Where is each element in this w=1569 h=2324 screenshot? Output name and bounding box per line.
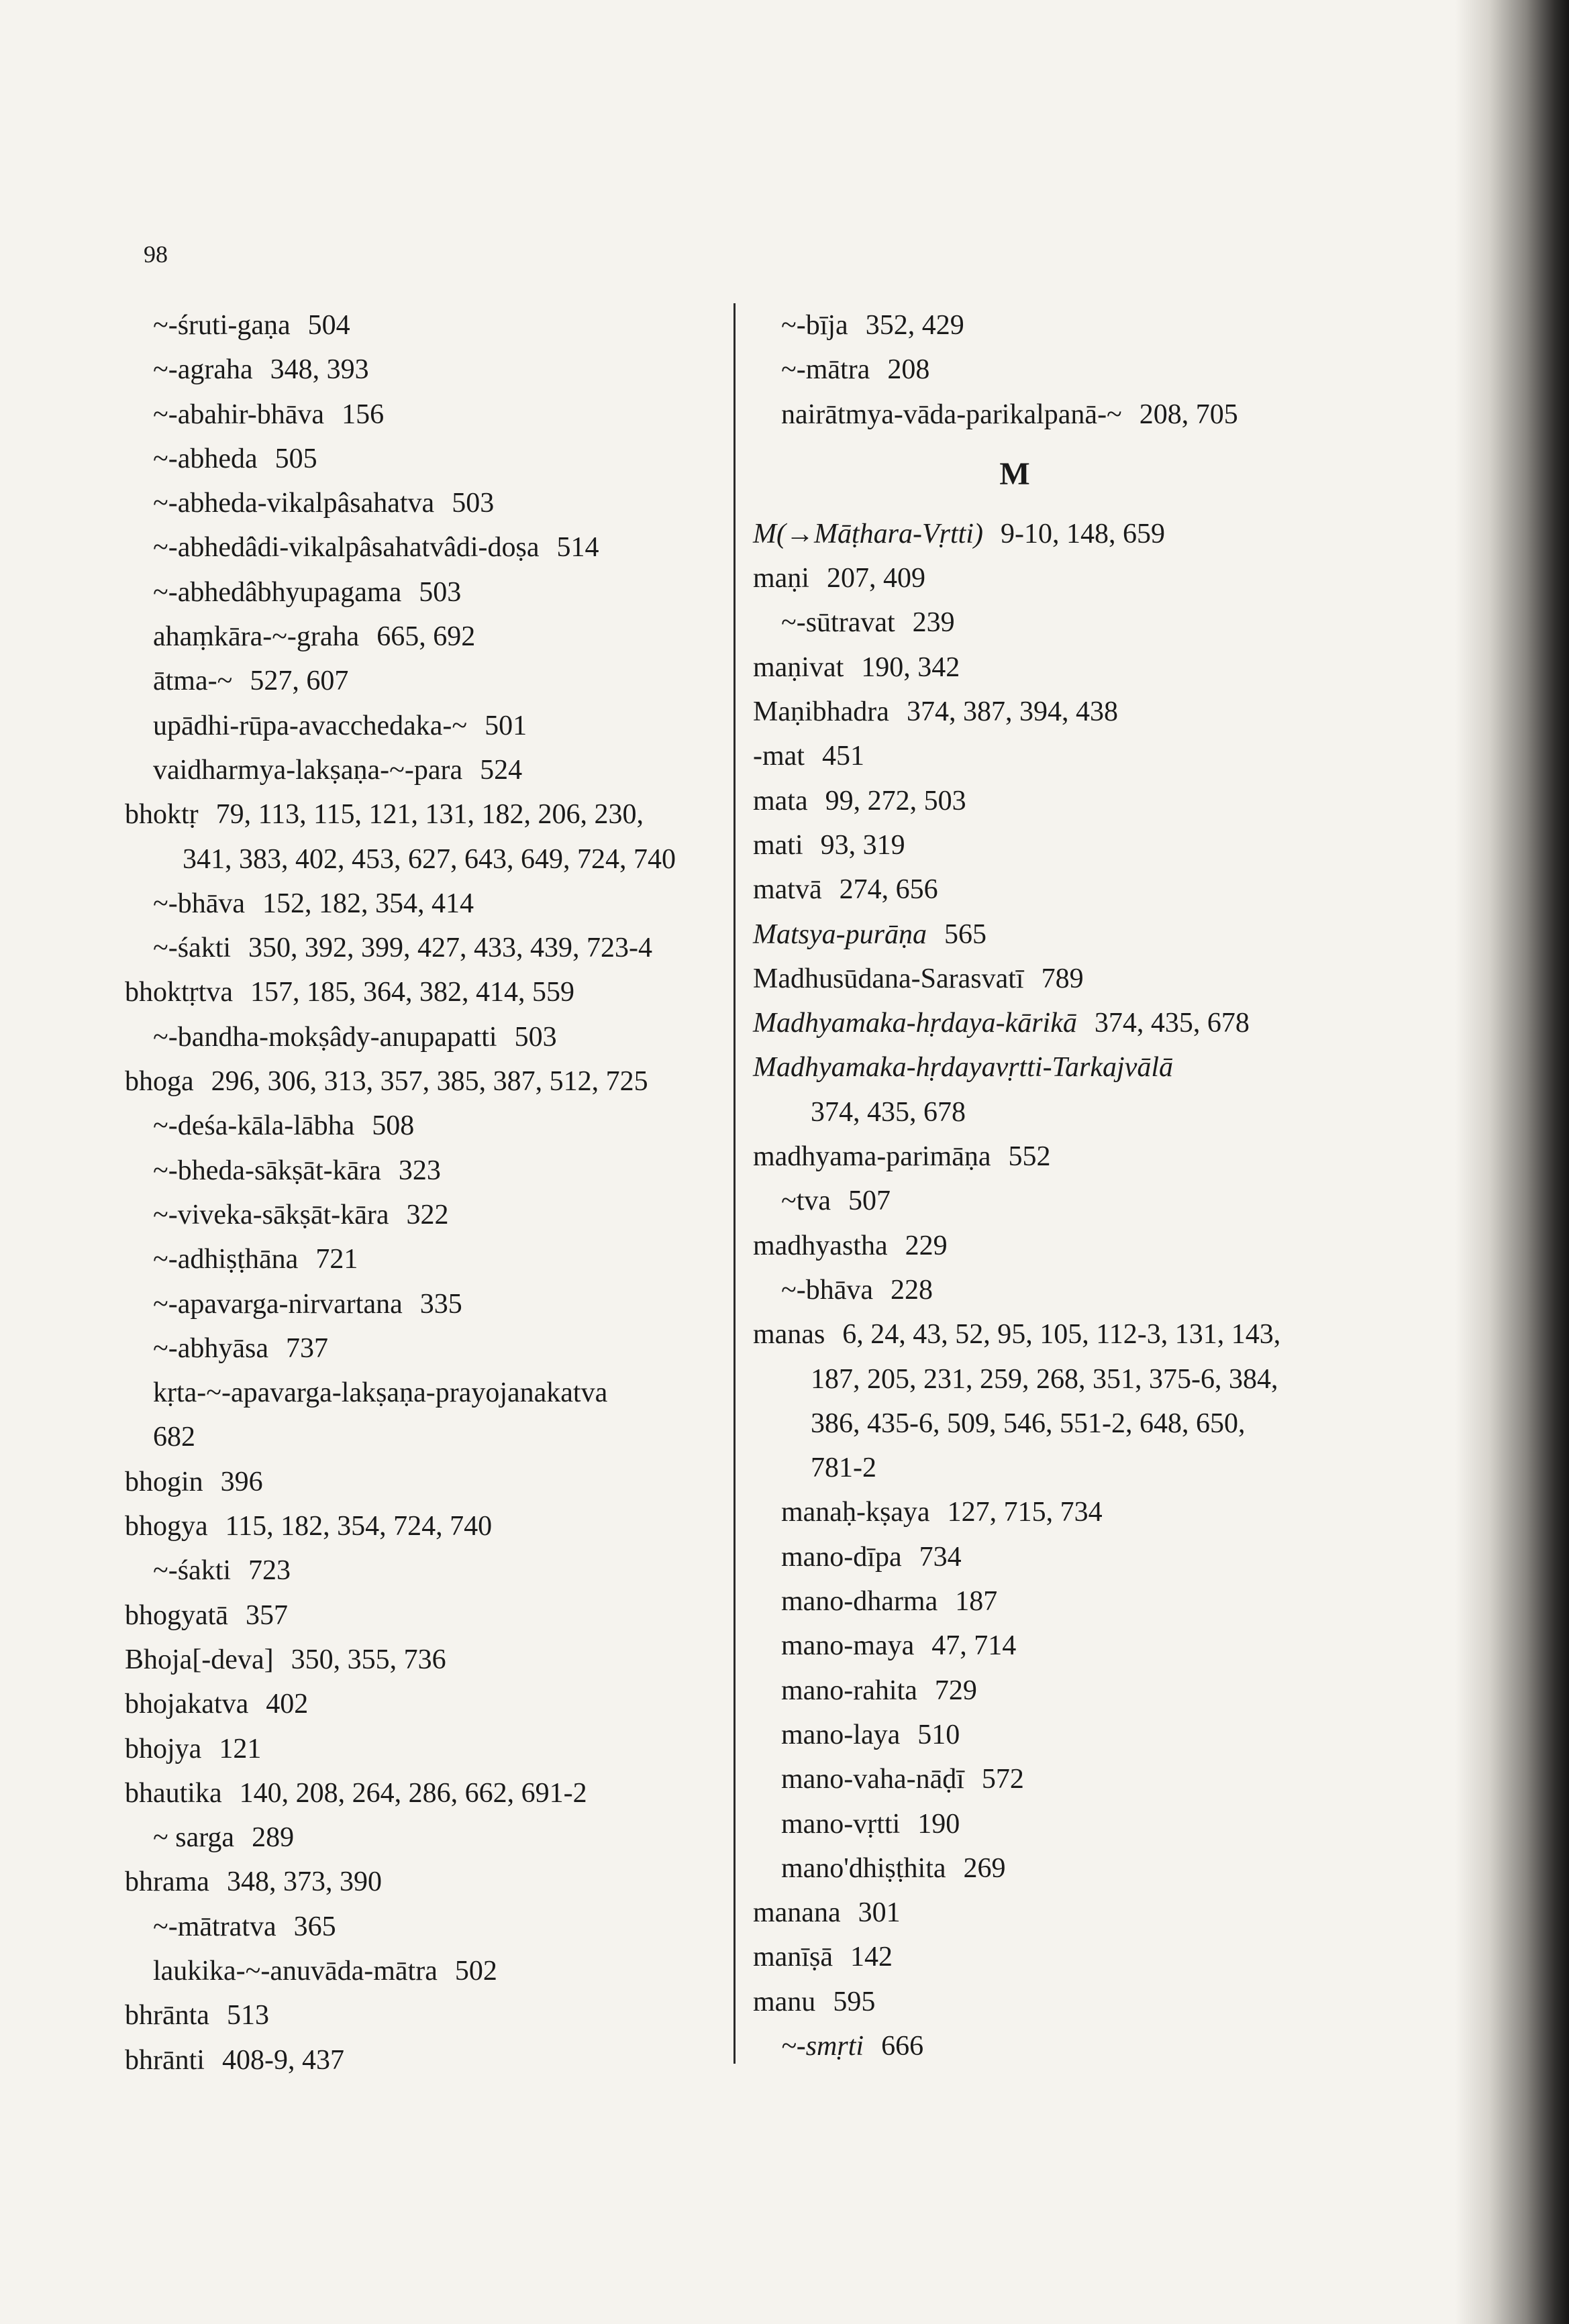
- index-entry: [753, 645, 1357, 690]
- index-page-refs: 737: [285, 1332, 328, 1364]
- index-entry: [753, 303, 1357, 348]
- index-term: laukika-~-anuvāda-mātra: [153, 1955, 438, 1987]
- index-page-refs: 157, 185, 364, 382, 414, 559: [250, 977, 574, 1008]
- index-term: nairātmya-vāda-parikalpanā-~: [781, 399, 1122, 430]
- index-entry: [125, 1593, 715, 1638]
- index-term: bhoga: [125, 1066, 194, 1098]
- index-entry: [753, 1090, 1357, 1134]
- index-page-refs: 228: [891, 1274, 933, 1306]
- index-page-refs: 207, 409: [826, 563, 925, 594]
- column-divider: [733, 303, 736, 2064]
- index-entry: [125, 926, 715, 970]
- index-page-refs: 595: [833, 1986, 876, 2017]
- index-page-refs: 323: [398, 1155, 441, 1186]
- index-page-refs: 504: [307, 310, 350, 341]
- index-page-refs: 296, 306, 313, 357, 385, 387, 512, 725: [211, 1066, 648, 1098]
- index-term: kṛta-~-apavarga-lakṣaṇa-prayojanakatva: [153, 1377, 608, 1409]
- index-entry: [125, 1504, 715, 1548]
- index-entry: [753, 1224, 1357, 1268]
- index-page-refs: 239: [912, 607, 955, 639]
- index-page-refs: 79, 113, 115, 121, 131, 182, 206, 230,: [215, 799, 644, 831]
- index-page-refs: 190, 342: [861, 651, 960, 683]
- index-term: maṇi: [753, 563, 809, 594]
- index-entry: [125, 1415, 715, 1459]
- index-entry: [125, 1059, 715, 1104]
- index-term: ~-adhiṣṭhāna: [153, 1244, 299, 1275]
- index-term: mata: [753, 785, 808, 816]
- index-entry: [125, 1727, 715, 1771]
- index-entry: [125, 1860, 715, 1904]
- index-page-refs: 503: [514, 1021, 557, 1053]
- index-term: bhogin: [125, 1466, 203, 1497]
- index-entry: [753, 1402, 1357, 1446]
- index-page-refs: 142: [850, 1942, 893, 1973]
- index-column-left: [125, 303, 715, 2082]
- index-entry: [125, 1682, 715, 1726]
- index-term: bhogya: [125, 1511, 208, 1542]
- index-entry: [125, 303, 715, 348]
- index-entry: [753, 734, 1357, 778]
- index-page-refs: 565: [944, 918, 986, 950]
- index-page-refs: 781-2: [811, 1452, 876, 1484]
- index-term: mano-vaha-nāḍī: [781, 1764, 964, 1795]
- index-page-refs: 721: [315, 1244, 358, 1275]
- index-entry: [125, 1993, 715, 2038]
- index-term: ~ sarga: [153, 1822, 235, 1854]
- index-page-refs: 682: [153, 1422, 195, 1453]
- index-term: madhyama-parimāṇa: [753, 1141, 991, 1173]
- index-entry: [125, 348, 715, 392]
- index-page-refs: 187, 205, 231, 259, 268, 351, 375-6, 384,: [811, 1363, 1278, 1395]
- index-entry: [753, 1624, 1357, 1668]
- index-entry: [753, 1980, 1357, 2024]
- index-entry: [125, 1149, 715, 1193]
- index-entry: [125, 570, 715, 615]
- index-entry: [753, 1179, 1357, 1223]
- index-page-refs: 352, 429: [865, 310, 964, 341]
- index-term: mano'dhiṣṭhita: [781, 1852, 946, 1884]
- index-entry: [125, 1771, 715, 1815]
- index-page-refs: 208: [887, 354, 930, 386]
- index-term: bhojya: [125, 1733, 202, 1764]
- index-term: Bhoja[-deva]: [125, 1644, 274, 1675]
- index-page-refs: 341, 383, 402, 453, 627, 643, 649, 724, 740: [183, 843, 676, 875]
- index-page-refs: 301: [858, 1897, 901, 1929]
- index-term: ~-bhāva: [153, 888, 245, 919]
- index-page-refs: 723: [248, 1555, 291, 1587]
- index-page-refs: 396: [220, 1466, 263, 1497]
- index-entry: [753, 1713, 1357, 1757]
- index-term: bhogyatā: [125, 1599, 228, 1631]
- index-entry: [125, 1104, 715, 1148]
- index-page-refs: 507: [848, 1185, 891, 1217]
- index-page-refs: 348, 393: [270, 354, 369, 386]
- index-page-refs: 115, 182, 354, 724, 740: [225, 1511, 493, 1542]
- index-term: -mat: [753, 741, 805, 772]
- index-term: Maṇibhadra: [753, 696, 889, 728]
- index-entry: [753, 392, 1357, 437]
- index-page-refs: 552: [1008, 1141, 1051, 1173]
- index-entry: [753, 1312, 1357, 1357]
- index-page-refs: 451: [821, 741, 864, 772]
- index-term: bhrama: [125, 1866, 209, 1898]
- index-page-refs: 666: [881, 2030, 924, 2062]
- index-term: ahaṃkāra-~-graha: [153, 621, 360, 653]
- index-term: ~-bandha-mokṣâdy-anupapatti: [153, 1021, 497, 1053]
- index-term: ~-abahir-bhāva: [153, 399, 325, 430]
- index-term: ~-smṛti: [781, 2030, 864, 2062]
- index-term: mano-vṛtti: [781, 1808, 901, 1840]
- index-term: bhautika: [125, 1777, 222, 1809]
- index-entry: [753, 1490, 1357, 1534]
- index-entry: [753, 1446, 1357, 1490]
- index-term: bhoktṛ: [125, 799, 199, 831]
- index-entry: [125, 1282, 715, 1326]
- index-entry: [125, 970, 715, 1014]
- index-term: ~-abheda-vikalpâsahatva: [153, 488, 435, 519]
- index-term: mano-dīpa: [781, 1541, 902, 1573]
- index-term: ~-agraha: [153, 354, 253, 386]
- index-entry: [753, 1134, 1357, 1179]
- index-entry: [753, 556, 1357, 600]
- index-entry: [125, 1548, 715, 1593]
- index-column-right: [753, 303, 1357, 2068]
- index-page-refs: 9-10, 148, 659: [1000, 518, 1165, 549]
- index-entry: [753, 348, 1357, 392]
- index-term: bhrānti: [125, 2044, 205, 2076]
- index-term: upādhi-rūpa-avacchedaka-~: [153, 710, 468, 741]
- index-entry: [125, 882, 715, 926]
- index-entry: [125, 1638, 715, 1682]
- index-page-refs: 513: [226, 2000, 269, 2031]
- index-page-refs: 156: [342, 399, 385, 430]
- index-entry: [125, 837, 715, 882]
- index-term: ~-abheda: [153, 443, 258, 474]
- index-term: ~-śakti: [153, 1555, 232, 1587]
- index-term: ~-deśa-kāla-lābha: [153, 1110, 355, 1142]
- index-term: bhrānta: [125, 2000, 209, 2031]
- index-page-refs: 386, 435-6, 509, 546, 551-2, 648, 650,: [811, 1408, 1246, 1439]
- index-page-refs: 665, 692: [376, 621, 476, 653]
- section-letter-heading: M: [999, 456, 1030, 492]
- index-page-refs: 503: [452, 488, 495, 519]
- index-entry: [125, 392, 715, 437]
- index-entry: [125, 704, 715, 748]
- index-term: manu: [753, 1986, 816, 2017]
- index-term: manas: [753, 1319, 825, 1351]
- index-term: ~-mātra: [781, 354, 870, 386]
- index-term: madhyastha: [753, 1230, 888, 1261]
- index-term: M(→Māṭhara-Vṛtti): [753, 518, 983, 549]
- index-page-refs: 121: [219, 1733, 262, 1764]
- index-entry: [753, 600, 1357, 645]
- index-page-refs: 140, 208, 264, 286, 662, 691-2: [239, 1777, 587, 1809]
- index-page-refs: 127, 715, 734: [947, 1497, 1103, 1528]
- index-entry: [125, 525, 715, 570]
- index-page-refs: 350, 355, 736: [291, 1644, 446, 1675]
- index-page-refs: 93, 319: [820, 829, 905, 861]
- index-entry: [125, 748, 715, 792]
- index-entry: [753, 912, 1357, 957]
- index-entry: [753, 957, 1357, 1001]
- index-term: ~-abhedâdi-vikalpâsahatvâdi-doṣa: [153, 532, 540, 564]
- page-number: 98: [144, 241, 168, 268]
- index-term: mano-laya: [781, 1719, 901, 1750]
- index-entry: [125, 1193, 715, 1237]
- index-term: bhoktṛtva: [125, 977, 233, 1008]
- index-term: maṇivat: [753, 651, 844, 683]
- index-entry: [753, 1045, 1357, 1090]
- index-term: ~-bheda-sākṣāt-kāra: [153, 1155, 381, 1186]
- index-term: manana: [753, 1897, 841, 1929]
- index-term: ~-bīja: [781, 310, 848, 341]
- index-page-refs: 524: [480, 754, 523, 786]
- index-entry: [125, 1371, 715, 1415]
- index-page-refs: 508: [372, 1110, 415, 1142]
- index-entry: [753, 1579, 1357, 1624]
- index-entry: [125, 481, 715, 525]
- index-page-refs: 527, 607: [250, 666, 349, 697]
- index-page-refs: 208, 705: [1139, 399, 1238, 430]
- index-page-refs: 47, 714: [931, 1630, 1017, 1662]
- index-page-refs: 6, 24, 43, 52, 95, 105, 112-3, 131, 143,: [842, 1319, 1281, 1351]
- index-entry: [125, 615, 715, 659]
- index-term: mano-maya: [781, 1630, 915, 1662]
- index-page-refs: 289: [252, 1822, 295, 1854]
- index-term: Madhyamaka-hṛdayavṛtti-Tarkajvālā: [753, 1052, 1174, 1084]
- index-entry: [753, 1268, 1357, 1312]
- index-entry: [125, 1460, 715, 1504]
- index-term: ātma-~: [153, 666, 233, 697]
- index-term: ~-apavarga-nirvartana: [153, 1288, 403, 1320]
- index-entry: [125, 792, 715, 837]
- index-term: manaḥ-kṣaya: [781, 1497, 930, 1528]
- index-page-refs: 335: [419, 1288, 462, 1320]
- index-page-refs: 729: [934, 1675, 977, 1706]
- index-page-refs: 408-9, 437: [221, 2044, 344, 2076]
- index-entry: [753, 1535, 1357, 1579]
- index-entry: [125, 1237, 715, 1281]
- index-term: Madhyamaka-hṛdaya-kārikā: [753, 1008, 1077, 1039]
- index-page-refs: 350, 392, 399, 427, 433, 439, 723-4: [248, 933, 653, 964]
- index-entry: [753, 512, 1357, 556]
- index-entry: [125, 437, 715, 481]
- index-page-refs: 374, 435, 678: [1094, 1008, 1250, 1039]
- index-entry: [125, 1949, 715, 1993]
- index-term: ~-śakti: [153, 933, 232, 964]
- index-page-refs: 505: [274, 443, 317, 474]
- index-page-refs: 274, 656: [839, 874, 938, 906]
- index-page-refs: 269: [963, 1852, 1006, 1884]
- index-term: vaidharmya-lakṣaṇa-~-para: [153, 754, 463, 786]
- index-entry: [753, 1846, 1357, 1891]
- index-page-refs: 322: [406, 1199, 449, 1230]
- index-term: matvā: [753, 874, 822, 906]
- index-term: manīṣā: [753, 1942, 833, 1973]
- index-page-refs: 374, 435, 678: [811, 1096, 966, 1128]
- page-binding-shadow: [1455, 0, 1569, 2324]
- index-term: ~-viveka-sākṣāt-kāra: [153, 1199, 389, 1230]
- index-entry: [125, 1815, 715, 1860]
- index-page-refs: 187: [955, 1586, 998, 1618]
- index-entry: [753, 1935, 1357, 1979]
- index-page-refs: 789: [1041, 963, 1084, 994]
- index-term: ~-śruti-gaṇa: [153, 310, 291, 341]
- index-page-refs: 357: [245, 1599, 288, 1631]
- index-term: mati: [753, 829, 803, 861]
- index-page-refs: 501: [485, 710, 527, 741]
- index-page-refs: 503: [419, 576, 462, 608]
- index-page-refs: 365: [293, 1911, 336, 1942]
- index-page-refs: 734: [919, 1541, 962, 1573]
- index-page-refs: 510: [917, 1719, 960, 1750]
- index-entry: [753, 1357, 1357, 1402]
- index-entry: [125, 659, 715, 703]
- index-entry: [753, 1757, 1357, 1801]
- index-entry: [753, 1001, 1357, 1045]
- index-entry: [753, 1669, 1357, 1713]
- index-page-refs: 99, 272, 503: [825, 785, 966, 816]
- index-page-refs: 514: [556, 532, 599, 564]
- index-term: ~-bhāva: [781, 1274, 873, 1306]
- index-entry: [125, 1905, 715, 1949]
- index-page-refs: 502: [454, 1955, 497, 1987]
- index-entry: [753, 690, 1357, 734]
- index-page-refs: 152, 182, 354, 414: [262, 888, 474, 919]
- index-entry: [753, 1802, 1357, 1846]
- index-entry: [753, 823, 1357, 867]
- index-page-refs: 402: [266, 1689, 309, 1720]
- index-entry: [753, 1891, 1357, 1935]
- index-page-refs: 190: [917, 1808, 960, 1840]
- index-entry: [125, 1326, 715, 1371]
- index-page-refs: 229: [905, 1230, 948, 1261]
- index-entry: [753, 2024, 1357, 2068]
- index-term: ~-sūtravat: [781, 607, 895, 639]
- index-entry: [125, 2038, 715, 2082]
- index-term: bhojakatva: [125, 1689, 249, 1720]
- index-page-refs: 348, 373, 390: [226, 1866, 382, 1898]
- index-term: ~-mātratva: [153, 1911, 276, 1942]
- index-page-refs: 374, 387, 394, 438: [906, 696, 1118, 728]
- index-term: ~tva: [781, 1185, 831, 1217]
- index-term: mano-rahita: [781, 1675, 917, 1706]
- index-page-refs: 572: [981, 1764, 1024, 1795]
- index-entry: [753, 779, 1357, 823]
- index-term: ~-abhyāsa: [153, 1332, 268, 1364]
- index-term: Madhusūdana-Sarasvatī: [753, 963, 1024, 994]
- index-term: ~-abhedâbhyupagama: [153, 576, 402, 608]
- index-entry: [125, 1015, 715, 1059]
- index-term: Matsya-purāṇa: [753, 918, 927, 950]
- index-term: mano-dharma: [781, 1586, 938, 1618]
- index-entry: [753, 867, 1357, 912]
